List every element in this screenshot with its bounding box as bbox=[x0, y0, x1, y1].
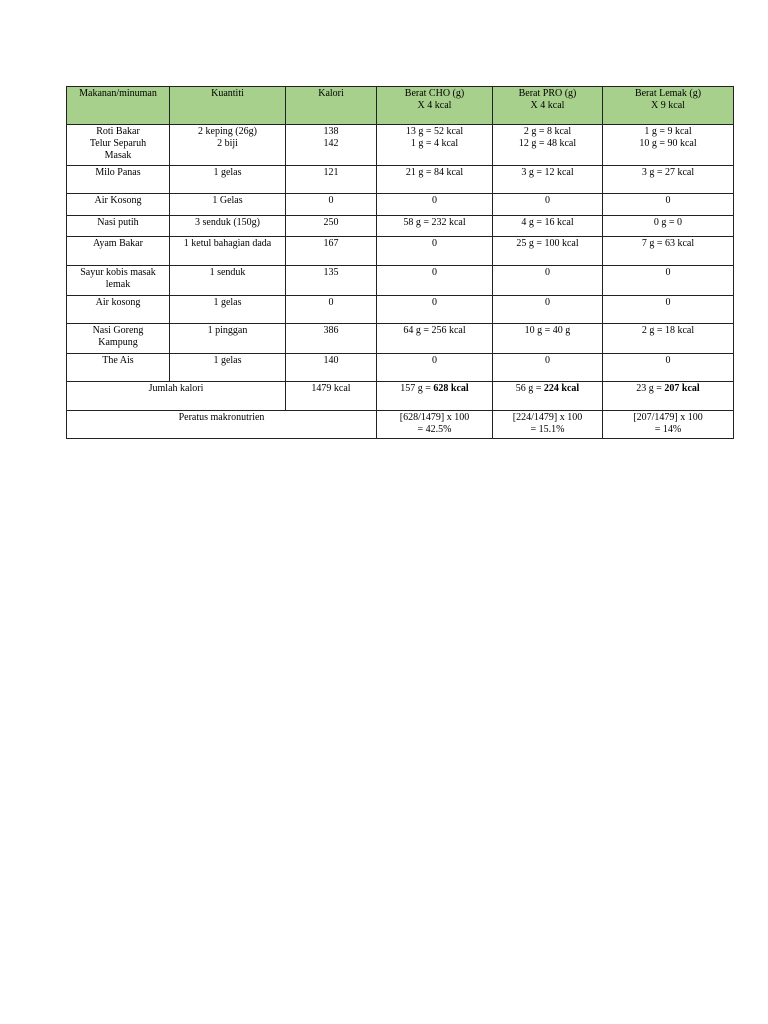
cell-food: Nasi putih bbox=[67, 216, 170, 237]
table-row bbox=[67, 125, 734, 166]
cell-calories: 135 bbox=[286, 266, 377, 296]
cell-quantity: 3 senduk (150g) bbox=[170, 216, 286, 237]
cell-calories: 250 bbox=[286, 216, 377, 237]
cell-food: Milo Panas bbox=[67, 166, 170, 194]
cell-calories: 167 bbox=[286, 237, 377, 266]
cell-fat: 2 g = 18 kcal bbox=[603, 324, 734, 354]
cell-fat: 7 g = 63 kcal bbox=[603, 237, 734, 266]
cell-fat: 0 g = 0 bbox=[603, 216, 734, 237]
cell-pro: 0 bbox=[493, 194, 603, 216]
cell-cho: 0 bbox=[377, 194, 493, 216]
header-row bbox=[67, 87, 734, 125]
cell-pro: 0 bbox=[493, 266, 603, 296]
total-calories: 1479 kcal bbox=[286, 382, 377, 411]
cell-calories: 140 bbox=[286, 354, 377, 382]
header-pro: Berat PRO (g) X 4 kcal bbox=[493, 87, 603, 125]
cell-pro: 2 g = 8 kcal 12 g = 48 kcal bbox=[493, 125, 603, 166]
total-row bbox=[67, 382, 734, 411]
cell-quantity: 1 gelas bbox=[170, 354, 286, 382]
nutrition-table bbox=[66, 86, 734, 439]
cell-pro: 0 bbox=[493, 296, 603, 324]
cell-food: Sayur kobis masak lemak bbox=[67, 266, 170, 296]
cell-fat: 0 bbox=[603, 354, 734, 382]
cell-food: Air Kosong bbox=[67, 194, 170, 216]
table-row bbox=[67, 266, 734, 296]
cell-fat: 3 g = 27 kcal bbox=[603, 166, 734, 194]
cell-pro: 25 g = 100 kcal bbox=[493, 237, 603, 266]
percent-row bbox=[67, 411, 734, 439]
header-fat: Berat Lemak (g) X 9 kcal bbox=[603, 87, 734, 125]
percent-fat: [207/1479] x 100 = 14% bbox=[603, 411, 734, 439]
cell-cho: 64 g = 256 kcal bbox=[377, 324, 493, 354]
total-cho: 157 g = 628 kcal bbox=[377, 382, 493, 411]
cell-cho: 21 g = 84 kcal bbox=[377, 166, 493, 194]
table-row bbox=[67, 324, 734, 354]
cell-food: The Ais bbox=[67, 354, 170, 382]
percent-label: Peratus makronutrien bbox=[67, 411, 377, 439]
cell-cho: 58 g = 232 kcal bbox=[377, 216, 493, 237]
cell-cho: 13 g = 52 kcal 1 g = 4 kcal bbox=[377, 125, 493, 166]
cell-pro: 0 bbox=[493, 354, 603, 382]
cell-quantity: 1 gelas bbox=[170, 166, 286, 194]
percent-pro: [224/1479] x 100 = 15.1% bbox=[493, 411, 603, 439]
cell-quantity: 1 gelas bbox=[170, 296, 286, 324]
cell-fat: 0 bbox=[603, 266, 734, 296]
cell-pro: 3 g = 12 kcal bbox=[493, 166, 603, 194]
cell-quantity: 1 ketul bahagian dada bbox=[170, 237, 286, 266]
cell-fat: 0 bbox=[603, 296, 734, 324]
cell-quantity: 1 senduk bbox=[170, 266, 286, 296]
table-row bbox=[67, 237, 734, 266]
header-calories: Kalori bbox=[286, 87, 377, 125]
cell-food: Roti Bakar Telur Separuh Masak bbox=[67, 125, 170, 166]
header-food: Makanan/minuman bbox=[67, 87, 170, 125]
cell-pro: 10 g = 40 g bbox=[493, 324, 603, 354]
percent-cho: [628/1479] x 100 = 42.5% bbox=[377, 411, 493, 439]
cell-food: Ayam Bakar bbox=[67, 237, 170, 266]
cell-quantity: 1 pinggan bbox=[170, 324, 286, 354]
table-row bbox=[67, 296, 734, 324]
cell-calories: 121 bbox=[286, 166, 377, 194]
header-quantity: Kuantiti bbox=[170, 87, 286, 125]
cell-fat: 1 g = 9 kcal 10 g = 90 kcal bbox=[603, 125, 734, 166]
table-row bbox=[67, 166, 734, 194]
cell-fat: 0 bbox=[603, 194, 734, 216]
cell-food: Air kosong bbox=[67, 296, 170, 324]
cell-calories: 0 bbox=[286, 296, 377, 324]
total-fat: 23 g = 207 kcal bbox=[603, 382, 734, 411]
cell-pro: 4 g = 16 kcal bbox=[493, 216, 603, 237]
cell-food: Nasi Goreng Kampung bbox=[67, 324, 170, 354]
cell-cho: 0 bbox=[377, 237, 493, 266]
total-label: Jumlah kalori bbox=[67, 382, 286, 411]
cell-calories: 138 142 bbox=[286, 125, 377, 166]
table-row bbox=[67, 194, 734, 216]
cell-cho: 0 bbox=[377, 296, 493, 324]
cell-cho: 0 bbox=[377, 354, 493, 382]
table-row bbox=[67, 354, 734, 382]
cell-calories: 0 bbox=[286, 194, 377, 216]
cell-calories: 386 bbox=[286, 324, 377, 354]
total-pro: 56 g = 224 kcal bbox=[493, 382, 603, 411]
cell-quantity: 2 keping (26g) 2 biji bbox=[170, 125, 286, 166]
cell-cho: 0 bbox=[377, 266, 493, 296]
header-cho: Berat CHO (g) X 4 kcal bbox=[377, 87, 493, 125]
table-row bbox=[67, 216, 734, 237]
cell-quantity: 1 Gelas bbox=[170, 194, 286, 216]
